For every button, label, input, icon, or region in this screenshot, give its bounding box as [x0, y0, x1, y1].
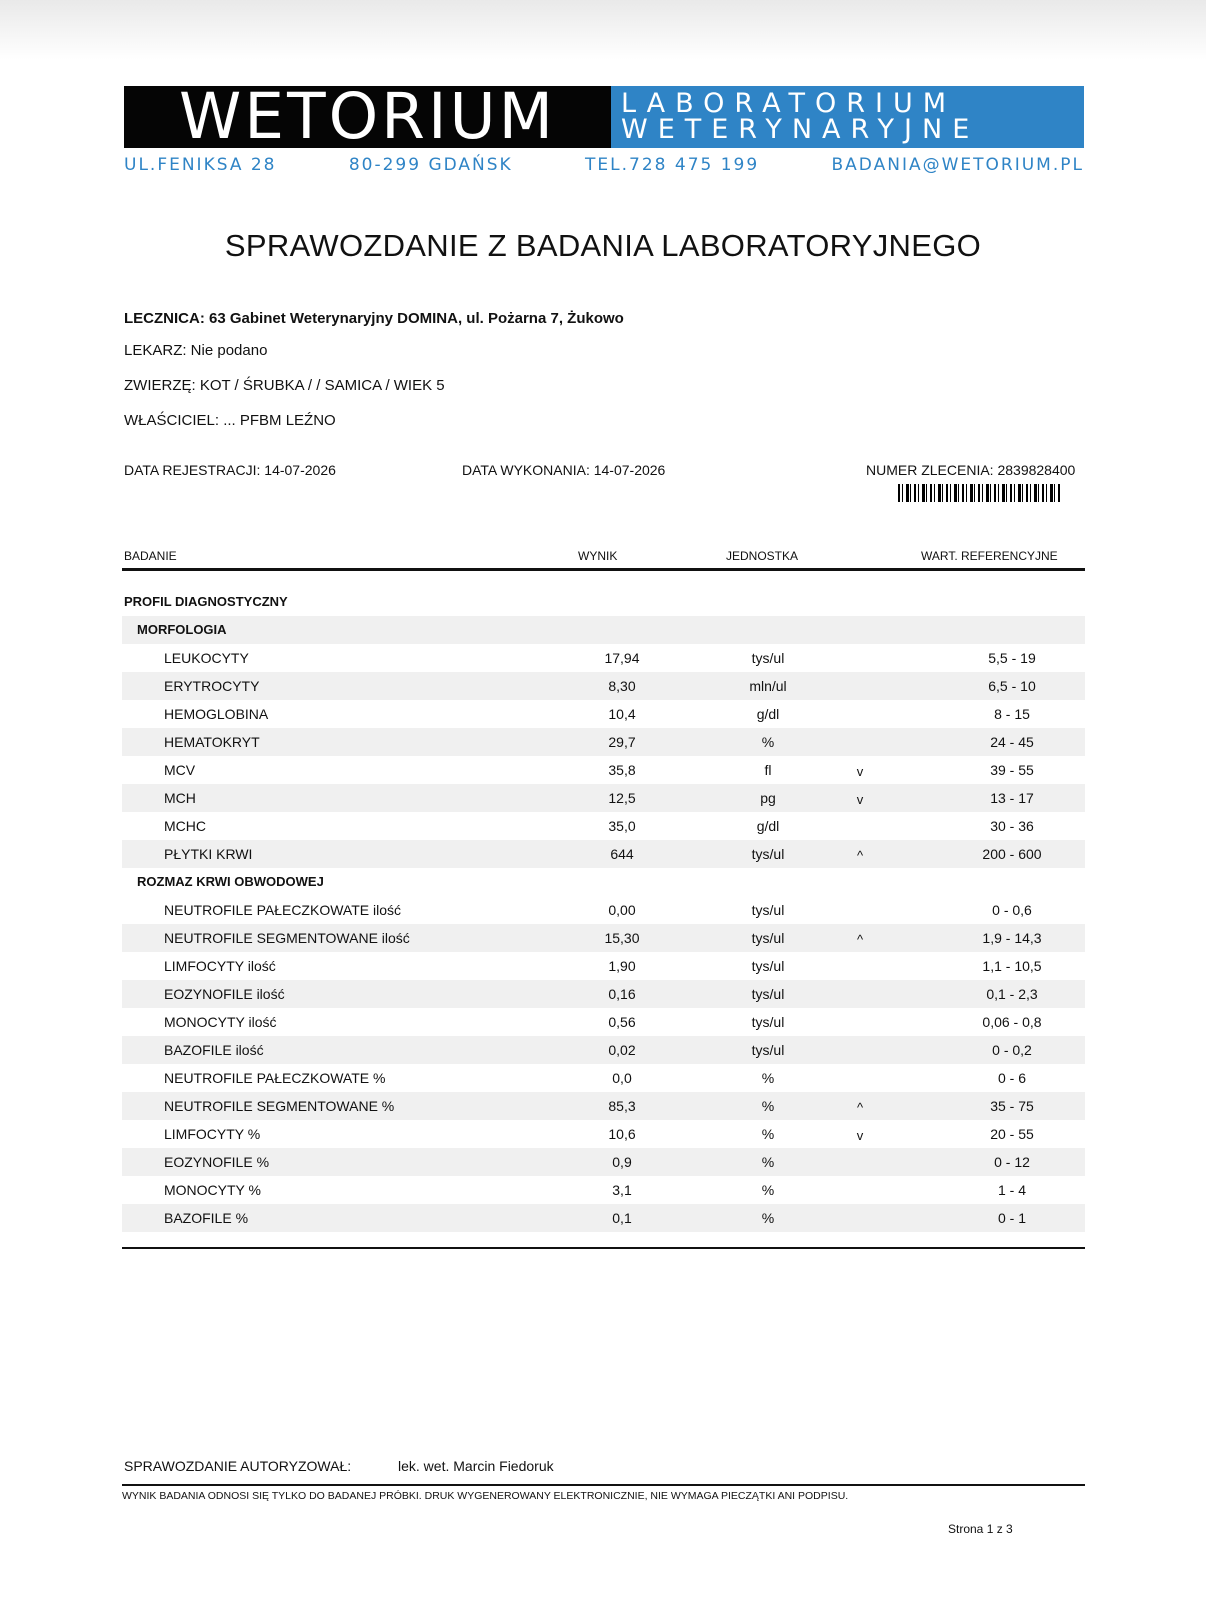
unit-value: tys/ul	[751, 958, 785, 974]
out-of-range-flag: v	[856, 792, 864, 807]
result-value: 15,30	[604, 930, 640, 946]
table-row	[122, 840, 1085, 868]
unit-value: mln/ul	[749, 678, 787, 694]
unit-value: g/dl	[756, 706, 780, 722]
group-row	[122, 868, 1085, 896]
clinic-value: 63 Gabinet Weterynaryjny DOMINA, ul. Pożarna 7, Żukowo	[209, 310, 624, 327]
table-header	[122, 546, 1085, 571]
out-of-range-flag: ^	[856, 932, 864, 947]
table-row	[122, 1092, 1085, 1120]
table-row	[122, 1008, 1085, 1036]
reference-range: 35 - 75	[990, 1098, 1034, 1114]
reference-range: 6,5 - 10	[988, 678, 1036, 694]
reference-range: 13 - 17	[990, 790, 1034, 806]
reference-range: 0,1 - 2,3	[986, 986, 1038, 1002]
unit-value: g/dl	[756, 818, 780, 834]
reference-range: 24 - 45	[990, 734, 1034, 750]
result-value: 0,9	[612, 1154, 632, 1170]
address: UL.FENIKSA 28	[124, 155, 277, 175]
result-value: 0,02	[608, 1042, 636, 1058]
test-name: MONOCYTY %	[164, 1182, 261, 1198]
test-name: MONOCYTY ilość	[164, 1014, 277, 1030]
test-name: LEUKOCYTY	[164, 650, 249, 666]
barcode	[898, 484, 1060, 502]
result-value: 3,1	[612, 1182, 632, 1198]
reference-range: 0 - 12	[994, 1154, 1030, 1170]
result-value: 10,6	[608, 1126, 636, 1142]
reference-range: 20 - 55	[990, 1126, 1034, 1142]
test-name: ERYTROCYTY	[164, 678, 260, 694]
test-name: EOZYNOFILE ilość	[164, 986, 285, 1002]
footer-note: WYNIK BADANIA ODNOSI SIĘ TYLKO DO BADANEJ PRÓBKI. DRUK WYGENEROWANY ELEKTRONICZNIE, NIE WYMAGA PIECZĄTKI ANI PODPISU.	[122, 1490, 849, 1502]
result-value: 0,16	[608, 986, 636, 1002]
table-row	[122, 1176, 1085, 1204]
reference-range: 5,5 - 19	[988, 650, 1036, 666]
out-of-range-flag: v	[856, 1128, 864, 1143]
header-result: WYNIK	[578, 549, 618, 563]
table-row	[122, 924, 1085, 952]
table-row	[122, 700, 1085, 728]
unit-value: tys/ul	[751, 650, 785, 666]
test-name: MCV	[164, 762, 196, 778]
reference-range: 0 - 1	[997, 1210, 1026, 1226]
authorized-by: lek. wet. Marcin Fiedoruk	[398, 1458, 554, 1474]
reference-range: 1,9 - 14,3	[982, 930, 1042, 946]
unit-value: tys/ul	[751, 930, 785, 946]
reference-range: 1,1 - 10,5	[982, 958, 1042, 974]
table-row	[122, 952, 1085, 980]
reference-range: 0 - 0,2	[992, 1042, 1032, 1058]
authorized-label: SPRAWOZDANIE AUTORYZOWAŁ:	[124, 1458, 352, 1474]
phone: TEL.728 475 199	[585, 155, 760, 175]
table-end-line	[122, 1247, 1085, 1249]
animal-line: ZWIERZĘ: KOT / ŚRUBKA / / SAMICA / WIEK 5	[124, 377, 445, 394]
test-name: MCH	[164, 790, 196, 806]
top-shade	[0, 0, 1206, 60]
table-row	[122, 784, 1085, 812]
header-reference: WART. REFERENCYJNE	[921, 549, 1058, 563]
unit-value: %	[761, 1126, 775, 1142]
table-row	[122, 728, 1085, 756]
results-table	[122, 588, 1085, 1232]
result-value: 8,30	[608, 678, 636, 694]
result-value: 0,56	[608, 1014, 636, 1030]
test-name: PŁYTKI KRWI	[164, 846, 253, 862]
reference-range: 30 - 36	[990, 818, 1034, 834]
test-name: PROFIL DIAGNOSTYCZNY	[124, 594, 288, 609]
table-row	[122, 1120, 1085, 1148]
table-row	[122, 1036, 1085, 1064]
registration-date: DATA REJESTRACJI: 14-07-2026	[124, 462, 336, 478]
reference-range: 1 - 4	[997, 1182, 1026, 1198]
unit-value: tys/ul	[751, 846, 785, 862]
test-name: NEUTROFILE SEGMENTOWANE %	[164, 1098, 395, 1114]
result-value: 29,7	[608, 734, 636, 750]
owner-line: WŁAŚCICIEL: ... PFBM LEŹNO	[124, 412, 336, 429]
test-name: LIMFOCYTY ilość	[164, 958, 276, 974]
test-name: BAZOFILE %	[164, 1210, 249, 1226]
header-unit: JEDNOSTKA	[726, 549, 799, 563]
result-value: 12,5	[608, 790, 636, 806]
test-name: NEUTROFILE PAŁECZKOWATE ilość	[164, 902, 401, 918]
result-value: 35,8	[608, 762, 636, 778]
reference-range: 0 - 6	[997, 1070, 1026, 1086]
table-row	[122, 644, 1085, 672]
reference-range: 0 - 0,6	[992, 902, 1032, 918]
out-of-range-flag: v	[856, 764, 864, 779]
doctor-line: LEKARZ: Nie podano	[124, 342, 268, 359]
table-row	[122, 672, 1085, 700]
table-row	[122, 896, 1085, 924]
footer-divider	[122, 1484, 1085, 1486]
email: BADANIA@WETORIUM.PL	[831, 155, 1084, 175]
postal-city: 80-299 GDAŃSK	[348, 155, 513, 175]
result-value: 35,0	[608, 818, 636, 834]
unit-value: tys/ul	[751, 1014, 785, 1030]
section-row	[122, 588, 1085, 616]
execution-date: DATA WYKONANIA: 14-07-2026	[462, 462, 666, 478]
lab-subtitle-line1: LABORATORIUM	[621, 88, 956, 119]
test-name: MCHC	[164, 818, 206, 834]
result-value: 85,3	[608, 1098, 636, 1114]
unit-value: %	[761, 1070, 775, 1086]
order-number: NUMER ZLECENIA: 2839828400	[866, 462, 1076, 478]
test-name: LIMFOCYTY %	[164, 1126, 261, 1142]
table-row	[122, 1148, 1085, 1176]
table-row	[122, 756, 1085, 784]
clinic-line	[124, 310, 624, 327]
unit-value: pg	[760, 790, 776, 806]
brand-logo: WETORIUM	[124, 86, 611, 148]
unit-value: %	[761, 1182, 775, 1198]
test-name: NEUTROFILE PAŁECZKOWATE %	[164, 1070, 386, 1086]
table-row	[122, 1204, 1085, 1232]
unit-value: tys/ul	[751, 1042, 785, 1058]
group-row	[122, 616, 1085, 644]
reference-range: 8 - 15	[994, 706, 1030, 722]
result-value: 1,90	[608, 958, 636, 974]
lab-subtitle-line2: WETERYNARYJNE	[621, 114, 980, 145]
unit-value: %	[761, 1210, 775, 1226]
test-name: EOZYNOFILE %	[164, 1154, 270, 1170]
lab-subtitle-box	[611, 86, 1084, 148]
test-name: NEUTROFILE SEGMENTOWANE ilość	[164, 930, 410, 946]
test-name: HEMATOKRYT	[164, 734, 260, 750]
result-value: 644	[610, 846, 634, 862]
unit-value: %	[761, 1154, 775, 1170]
document-title: SPRAWOZDANIE Z BADANIA LABORATORYJNEGO	[224, 228, 982, 263]
reference-range: 200 - 600	[982, 846, 1042, 862]
out-of-range-flag: ^	[856, 1100, 864, 1115]
unit-value: fl	[764, 762, 772, 778]
lab-logo-banner	[124, 86, 1084, 148]
unit-value: %	[761, 734, 775, 750]
table-row	[122, 1064, 1085, 1092]
header-test: BADANIE	[124, 549, 177, 563]
unit-value: tys/ul	[751, 986, 785, 1002]
out-of-range-flag: ^	[856, 848, 864, 863]
test-name: HEMOGLOBINA	[164, 706, 269, 722]
contact-line	[124, 155, 1084, 175]
unit-value: %	[761, 1098, 775, 1114]
result-value: 10,4	[608, 706, 636, 722]
reference-range: 39 - 55	[990, 762, 1034, 778]
table-row	[122, 980, 1085, 1008]
page-number: Strona 1 z 3	[948, 1522, 1013, 1536]
test-name: BAZOFILE ilość	[164, 1042, 264, 1058]
result-value: 0,1	[612, 1210, 632, 1226]
result-value: 0,0	[612, 1070, 632, 1086]
unit-value: tys/ul	[751, 902, 785, 918]
clinic-label: LECZNICA:	[124, 310, 205, 327]
result-value: 17,94	[604, 650, 640, 666]
result-value: 0,00	[608, 902, 636, 918]
table-row	[122, 812, 1085, 840]
reference-range: 0,06 - 0,8	[982, 1014, 1042, 1030]
test-name: MORFOLOGIA	[137, 622, 227, 637]
test-name: ROZMAZ KRWI OBWODOWEJ	[137, 874, 324, 889]
